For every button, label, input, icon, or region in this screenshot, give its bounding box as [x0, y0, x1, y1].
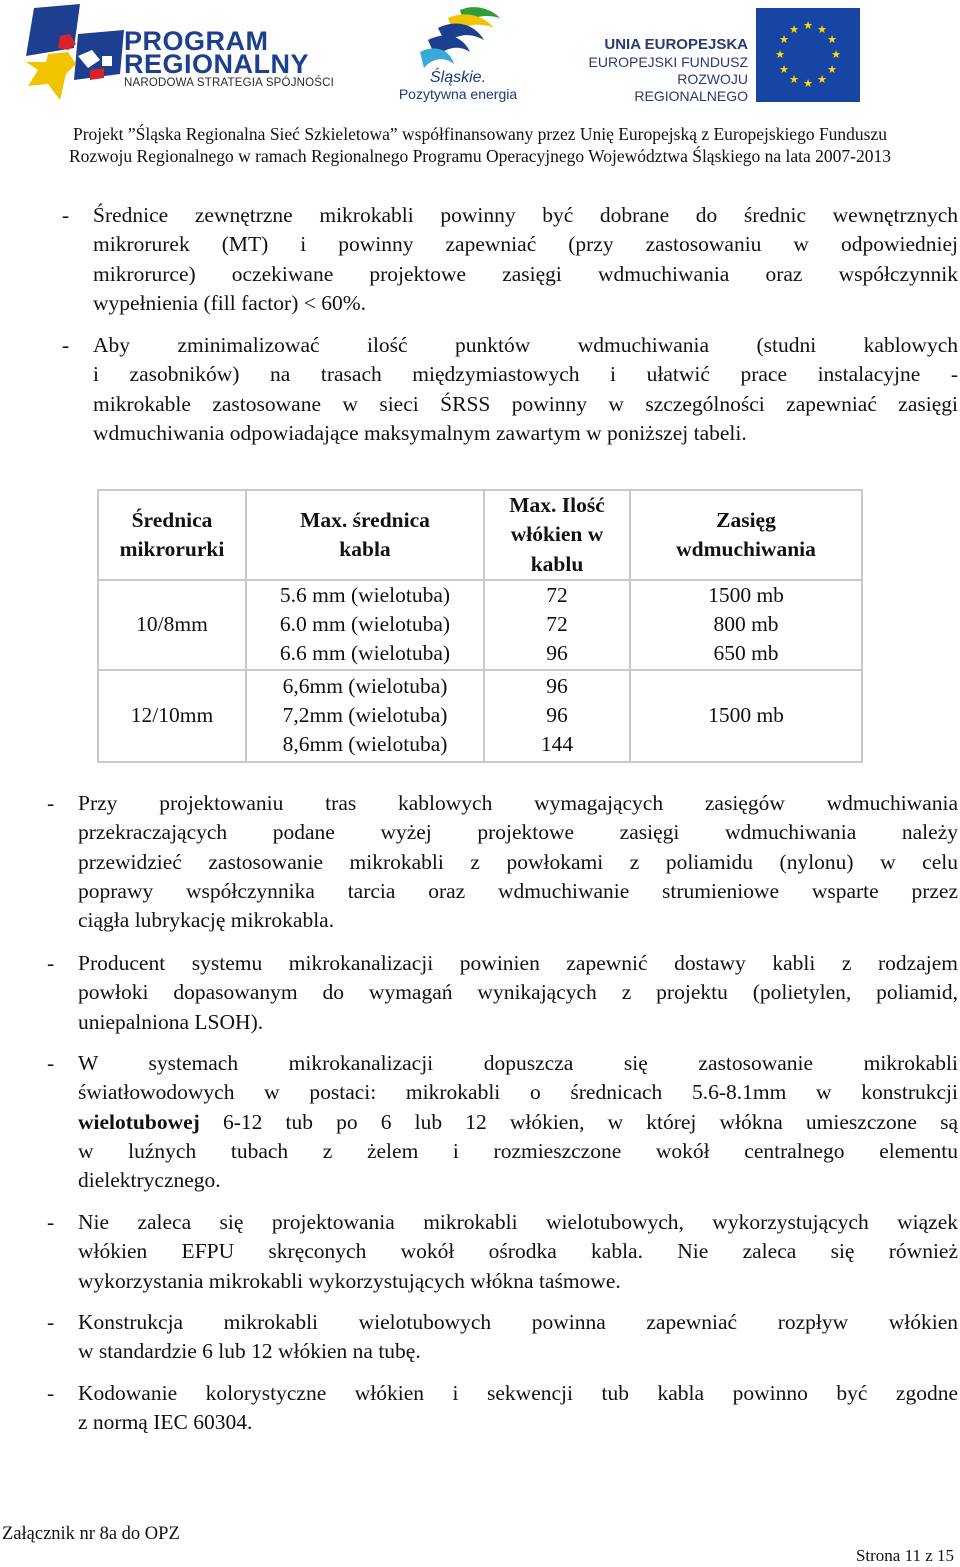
- paragraph-line: Producent systemu mikrokanalizacji powinien zapewnić dostawy kabli z rodzajem: [78, 951, 958, 975]
- table-row: [98, 670, 862, 762]
- paragraph-line: mikrokable zastosowane w sieci ŚRSS powinny w szczególności zapewniać zasięgi: [93, 391, 958, 416]
- bold-term: wielotubowej: [78, 1109, 200, 1134]
- eu-logo: [570, 4, 865, 104]
- table-cell: [484, 580, 630, 670]
- bullet-dash: -: [62, 203, 70, 227]
- fiber-count: 96: [546, 641, 568, 666]
- header-text: mikrorurki: [119, 536, 225, 561]
- slaskie-waves-icon: [410, 4, 506, 70]
- logo-title: Śląskie.: [429, 69, 487, 86]
- project-cofinancing-note: [0, 123, 960, 167]
- paragraph-line: W systemach mikrokanalizacji dopuszcza się zastosowanie mikrokabli: [78, 1051, 958, 1075]
- bullet-dash: -: [62, 333, 70, 357]
- cable-diameter: 6,6mm (wielotuba): [282, 673, 448, 698]
- logo-text-line: PROGRAM: [124, 26, 269, 56]
- project-line: Projekt ”Śląska Regionalna Sieć Szkieletowa” współfinansowany przez Unię Europejską z Europejskiego Funduszu: [72, 124, 888, 144]
- table-cell: [246, 580, 484, 670]
- bullet-dash: -: [47, 1310, 55, 1334]
- blowing-range: 650 mb: [713, 641, 779, 666]
- header-text: kablu: [530, 551, 584, 576]
- svg-text:★: ★: [827, 33, 837, 46]
- logo-subtitle: Pozytywna energia: [398, 86, 518, 102]
- paragraph-line: Średnice zewnętrzne mikrokabli powinny być dobrane do średnic wewnętrznych: [93, 203, 958, 227]
- paragraph-line: powłoki dopasowanym do wymagań wynikających z projektu (polietylen, poliamid,: [78, 980, 958, 1005]
- cable-diameter: 6.0 mm (wielotuba): [279, 612, 451, 637]
- paragraph-line: Kodowanie kolorystyczne włókien i sekwencji tub kabla powinno być zgodne: [78, 1381, 958, 1405]
- paragraph-line: wdmuchiwania odpowiadające maksymalnym zawartym w poniższej tabeli.: [93, 420, 747, 445]
- header-text: Max. średnica: [300, 507, 430, 532]
- paragraph-line-with-bold: wielotubowej 6-12 tub po 6 lub 12 włókien, w której włókna umieszczone są: [78, 1109, 958, 1134]
- svg-text:★: ★: [803, 19, 813, 32]
- fiber-count: 72: [546, 582, 568, 607]
- fiber-count: 96: [546, 673, 568, 698]
- logo-text-line: NARODOWA STRATEGIA SPÓJNOŚCI: [124, 77, 335, 89]
- tube-size: 10/8mm: [136, 612, 208, 637]
- svg-text:★: ★: [803, 77, 813, 90]
- bullet-dash: -: [47, 1381, 55, 1405]
- logo-text-line: EUROPEJSKI FUNDUSZ: [588, 54, 748, 70]
- paragraph-line: uniepalniona LSOH).: [78, 1009, 264, 1034]
- table-cell: [630, 670, 862, 762]
- table-header-cell: [246, 490, 484, 580]
- fiber-count: 144: [540, 732, 574, 757]
- table-cell: [98, 670, 246, 762]
- paragraph-line: dielektrycznego.: [78, 1168, 221, 1193]
- header-text: Max. Ilość: [509, 493, 605, 517]
- paragraph-line: włókien EFPU skręconych wokół ośrodka kabla. Nie zaleca się również: [78, 1239, 958, 1264]
- svg-text:★: ★: [817, 23, 827, 36]
- header-text: kabla: [339, 536, 391, 561]
- logo-text-line: UNIA EUROPEJSKA: [604, 36, 748, 53]
- paragraph-line: i zasobników) na trasach międzymiastowych i ułatwić prace instalacyjne -: [93, 362, 958, 387]
- bullet-dash: -: [47, 951, 55, 975]
- header-text: Średnica: [131, 507, 213, 532]
- svg-text:★: ★: [817, 73, 827, 86]
- paragraph-line: w standardzie 6 lub 12 włókien na tubę.: [78, 1339, 421, 1364]
- table-header-row: [98, 490, 862, 580]
- blowing-range: 1500 mb: [708, 582, 784, 607]
- table-row: [98, 580, 862, 670]
- logo-text-line: ROZWOJU REGIONALNEGO: [634, 71, 748, 104]
- fiber-count: 96: [546, 703, 568, 728]
- table-cell: [246, 670, 484, 762]
- paragraph-line: przekraczających podane wyżej projektowe zasięgi wdmuchiwania należy: [78, 820, 958, 845]
- program-regionalny-logo: [20, 4, 365, 104]
- table-header-cell: [98, 490, 246, 580]
- cable-diameter: 7,2mm (wielotuba): [282, 703, 448, 728]
- paragraph-line: wypełnienia (fill factor) < 60%.: [93, 290, 367, 315]
- microcable-range-table: [97, 489, 863, 763]
- attachment-label: Załącznik nr 8a do OPZ: [2, 1524, 180, 1544]
- fiber-count: 72: [546, 612, 568, 637]
- table-cell: [484, 670, 630, 762]
- table-cell: [98, 580, 246, 670]
- paragraph-line: Aby zminimalizować ilość punktów wdmuchiwania (studni kablowych: [93, 333, 958, 357]
- paragraph-line: wykorzystania mikrokabli wykorzystujących włókna taśmowe.: [78, 1268, 621, 1293]
- paragraph-line: poprawy współczynnika tarcia oraz wdmuchiwanie strumieniowe wsparte przez: [78, 878, 958, 903]
- bullet-dash: -: [47, 1051, 55, 1075]
- blowing-range: 800 mb: [713, 612, 779, 637]
- header-logos: [0, 0, 960, 110]
- bullet-dash: -: [47, 1210, 55, 1234]
- header-text: Zasięg: [716, 507, 776, 532]
- svg-text:★: ★: [789, 23, 799, 36]
- cable-diameter: 6.6 mm (wielotuba): [279, 641, 451, 666]
- header-text: włókien w: [510, 522, 604, 547]
- paragraph-line: światłowodowych w postaci: mikrokabli o średnicach 5.6-8.1mm w konstrukcji: [78, 1080, 958, 1105]
- header-text: wdmuchiwania: [676, 536, 816, 561]
- cable-diameter: 5.6 mm (wielotuba): [279, 582, 451, 607]
- svg-text:★: ★: [779, 33, 789, 46]
- table-header-cell: [630, 490, 862, 580]
- paragraph-line: mikrorurek (MT) i powinny zapewniać (przy zastosowaniu w odpowiedniej: [93, 232, 958, 257]
- program-regionalny-emblem-icon: [20, 4, 128, 104]
- paragraph-line: Konstrukcja mikrokabli wielotubowych powinna zapewniać rozpływ włókien: [78, 1310, 958, 1334]
- eu-flag-icon: [756, 8, 860, 102]
- paragraph-line: przewidzieć zastosowanie mikrokabli z powłokami z poliamidu (nylonu) w celu: [78, 849, 958, 874]
- svg-text:★: ★: [789, 73, 799, 86]
- svg-text:★: ★: [827, 63, 837, 76]
- svg-text:★: ★: [775, 48, 785, 61]
- blowing-range: 1500 mb: [708, 703, 784, 728]
- svg-text:★: ★: [779, 63, 789, 76]
- table-cell: [630, 580, 862, 670]
- paragraph-line: w luźnych tubach z żelem i rozmieszczone wokół centralnego elementu: [78, 1138, 958, 1163]
- paragraph-line: mikrorurce) oczekiwane projektowe zasięgi wdmuchiwania oraz współczynnik: [93, 261, 958, 286]
- svg-text:★: ★: [831, 48, 841, 61]
- cable-diameter: 8,6mm (wielotuba): [282, 732, 448, 757]
- paragraph-line: z normą IEC 60304.: [78, 1410, 253, 1435]
- table-header-cell: [484, 490, 630, 580]
- slaskie-logo: [388, 4, 528, 104]
- page-number: Strona 11 z 15: [855, 1546, 954, 1565]
- paragraph-line: Nie zaleca się projektowania mikrokabli wielotubowych, wykorzystujących wiązek: [78, 1210, 958, 1234]
- paragraph-line: Przy projektowaniu tras kablowych wymagających zasięgów wdmuchiwania: [78, 791, 958, 815]
- project-line: Rozwoju Regionalnego w ramach Regionalnego Programu Operacyjnego Województwa Śląskiego na lata 2007-2013: [68, 146, 891, 166]
- tube-size: 12/10mm: [130, 703, 214, 728]
- logo-text-line: REGIONALNY: [124, 49, 310, 79]
- paragraph-line: ciągła lubrykację mikrokabla.: [78, 908, 335, 933]
- bullet-dash: -: [47, 791, 55, 815]
